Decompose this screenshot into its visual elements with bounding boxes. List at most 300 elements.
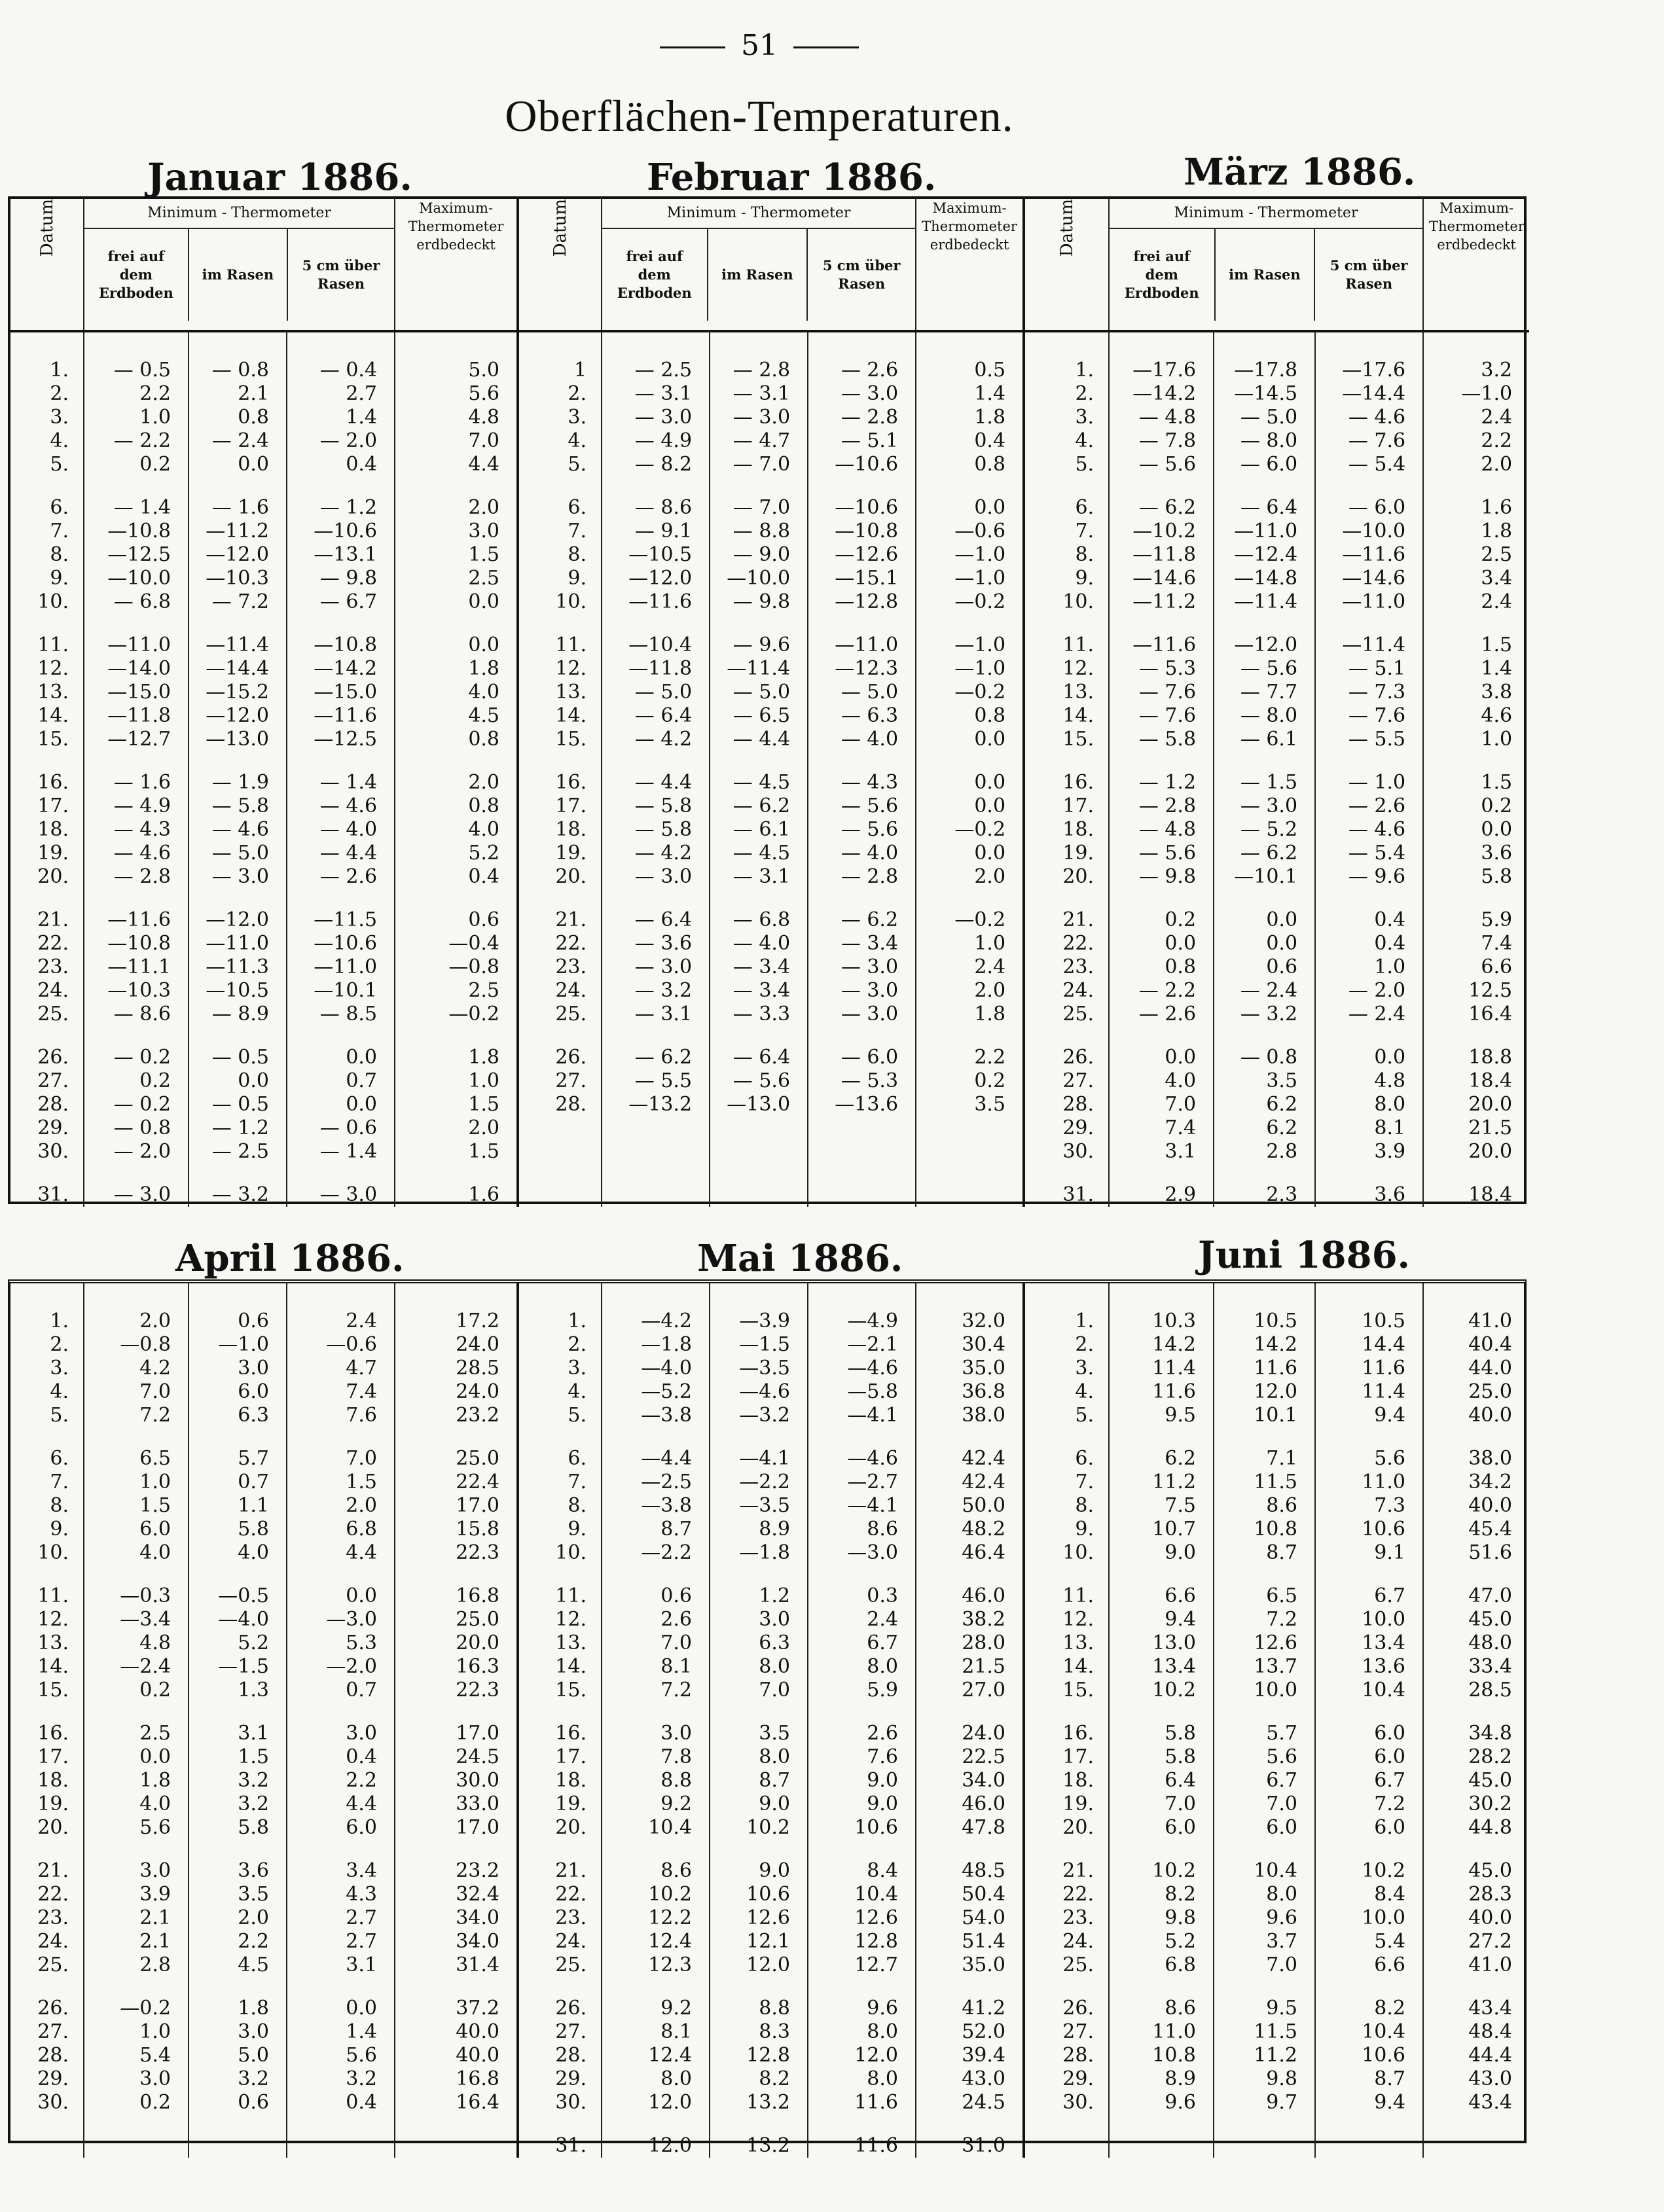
value-cell: 45.0 [1468,1859,1512,1882]
date-cell: 18. [37,818,69,841]
month-title-januar: Januar 1886. [147,156,412,199]
value-cell: —14.2 [314,657,378,680]
date-cell: 19. [555,842,587,865]
value-cell: 0.0 [1266,932,1298,955]
column-above [287,1283,395,2158]
value-cell: — 2.0 [113,1140,171,1163]
date-cell: 25. [555,1003,587,1026]
date-cell: 14. [555,1655,587,1678]
date-cell: 28. [1062,1093,1094,1116]
value-cell: 9.2 [660,1997,692,2020]
value-cell: 10.5 [1362,1310,1405,1332]
value-cell: 47.0 [1468,1584,1512,1607]
date-cell: 5. [1075,1404,1094,1427]
value-cell: —10.6 [835,453,899,476]
value-cell: —4.1 [739,1447,790,1470]
value-cell: 0.4 [1374,908,1406,931]
date-cell: 1. [1075,359,1094,382]
value-cell: 34.2 [1468,1471,1512,1493]
value-cell: —2.7 [847,1471,898,1493]
value-cell: —12.0 [628,567,693,590]
date-cell: 4. [568,429,587,452]
value-cell: — 2.6 [1138,1003,1197,1026]
date-cell: 15. [555,728,587,751]
date-cell: 4. [1075,1380,1094,1403]
value-cell: —1.0 [954,633,1006,656]
value-cell: 2.4 [974,955,1006,978]
value-cell: —12.0 [206,543,269,566]
column-max [1423,331,1529,1207]
value-cell: 8.0 [1266,1883,1297,1906]
value-cell: 0.0 [468,633,500,656]
header-datum-label: Datum [1057,199,1077,257]
date-cell: 3. [1075,1357,1094,1380]
value-cell: 8.0 [759,1655,790,1678]
date-cell: 4. [50,429,69,452]
value-cell: 13.4 [1152,1655,1196,1678]
value-cell: 42.4 [962,1471,1005,1493]
value-cell: 1.8 [974,1003,1006,1026]
value-cell: 2.0 [974,979,1006,1002]
value-cell: 8.9 [1165,2067,1196,2090]
value-cell: —10.1 [1234,865,1298,888]
date-cell: 11. [555,633,587,656]
value-cell: 1.4 [346,406,378,429]
value-cell: 6.0 [1266,1816,1297,1839]
value-cell: 23.2 [456,1404,499,1427]
value-cell: — 1.6 [113,771,171,794]
value-cell: 0.4 [346,2091,377,2114]
value-cell: — 1.4 [113,496,171,519]
value-cell: —10.6 [314,520,378,543]
value-cell: 3.6 [238,1859,269,1882]
date-cell: 27. [555,2020,587,2043]
value-cell: — 9.8 [1138,865,1197,888]
value-cell: — 4.8 [1138,818,1197,841]
value-cell: — 5.5 [634,1069,693,1092]
value-cell: — 1.2 [1138,771,1197,794]
column-grass [189,1283,287,2158]
value-cell: — 7.6 [1348,429,1406,452]
value-cell: —11.0 [1342,590,1406,613]
value-cell: 3.2 [1481,359,1513,382]
value-cell: 9.0 [867,1769,898,1792]
value-cell: 0.4 [468,865,500,888]
value-cell: 1.5 [468,1140,500,1163]
value-cell: — 3.4 [841,932,899,955]
date-cell: 2. [50,1333,69,1356]
value-cell: 7.0 [1165,1793,1196,1815]
value-cell: —11.2 [1132,590,1197,613]
date-cell: 21. [555,1859,587,1882]
value-cell: — 1.2 [319,496,378,519]
value-cell: 2.0 [238,1906,269,1929]
date-cell: 16. [37,771,69,794]
value-cell: 0.2 [974,1069,1006,1092]
value-cell: 45.4 [1468,1518,1512,1541]
column-max [395,331,518,1207]
value-cell: 1.5 [1481,633,1513,656]
value-cell: 8.7 [1374,2067,1405,2090]
date-cell: 23. [555,955,587,978]
column-dates [10,331,84,1207]
value-cell: —10.0 [727,567,791,590]
value-cell: 5.9 [1481,908,1513,931]
value-cell: 36.8 [962,1380,1005,1403]
value-cell: 7.2 [1374,1793,1405,1815]
value-cell: —0.2 [448,1003,500,1026]
value-cell: —11.3 [206,955,269,978]
value-cell: 4.5 [238,1953,269,1976]
value-cell: — 5.4 [1348,453,1406,476]
date-cell: 16. [555,771,587,794]
value-cell: 13.6 [1362,1655,1405,1678]
date-cell: 14. [37,1655,69,1678]
value-cell: —3.5 [739,1357,790,1380]
date-cell: 20. [555,1816,587,1839]
date-cell: 16. [1062,1722,1094,1745]
value-cell: —11.6 [314,704,378,727]
value-cell: — 6.2 [634,1046,693,1069]
value-cell: 0.0 [974,496,1006,519]
value-cell: 0.8 [974,453,1006,476]
date-cell: 22. [1062,932,1094,955]
date-cell: 11. [37,633,69,656]
value-cell: 1.5 [468,1093,500,1116]
value-cell: —0.2 [954,681,1006,704]
value-cell: 0.4 [346,1745,377,1768]
value-cell: 5.7 [238,1447,269,1470]
value-cell: —11.6 [628,590,693,613]
value-cell: —11.0 [107,633,171,656]
value-cell: 7.0 [1266,1953,1297,1976]
value-cell: 40.0 [456,2020,499,2043]
value-cell: 21.5 [962,1655,1005,1678]
value-cell: 7.3 [1374,1494,1405,1517]
date-cell: 13. [1062,681,1094,704]
value-cell: 1.0 [139,2020,171,2043]
date-cell: 2. [50,382,69,405]
column-dates [10,1283,84,2158]
value-cell: 8.7 [660,1518,692,1541]
value-cell: 12.2 [648,1906,692,1929]
header-minimum-group [1109,199,1423,331]
value-cell: —10.5 [206,979,269,1002]
value-cell: —1.5 [739,1333,790,1356]
value-cell: 25.0 [456,1608,499,1631]
value-cell: 7.6 [346,1404,377,1427]
value-cell: 6.7 [867,1632,898,1654]
value-cell: — 6.4 [634,704,693,727]
value-cell: — 4.9 [634,429,693,452]
value-cell: 10.4 [1362,1679,1405,1702]
value-cell: —1.0 [218,1333,269,1356]
value-cell: —1.8 [641,1333,692,1356]
value-cell: 27.2 [1468,1930,1512,1953]
value-cell: —11.0 [1234,520,1298,543]
value-cell: 0.8 [238,406,269,429]
value-cell: 6.2 [1165,1447,1196,1470]
value-cell: —13.0 [727,1093,791,1116]
value-cell: —10.4 [628,633,693,656]
value-cell: — 4.4 [634,771,693,794]
value-cell: 11.0 [1362,1471,1405,1493]
value-cell: 10.0 [1362,1906,1405,1929]
value-cell: 45.0 [1468,1608,1512,1631]
date-cell: 19. [1062,1793,1094,1815]
value-cell: 0.0 [1481,818,1513,841]
value-cell: — 5.0 [841,681,899,704]
value-cell: 2.0 [1481,453,1513,476]
value-cell: 3.6 [1374,1183,1406,1206]
value-cell: 8.6 [1266,1494,1297,1517]
value-cell: 1.0 [468,1069,500,1092]
value-cell: — 6.4 [1240,496,1298,519]
date-cell: 9. [568,567,587,590]
value-cell: 3.2 [238,1769,269,1792]
value-cell: —12.8 [835,590,899,613]
value-cell: —11.4 [1234,590,1298,613]
value-cell: — 1.6 [211,496,269,519]
value-cell: — 4.6 [1348,818,1406,841]
value-cell: 2.7 [346,382,378,405]
column-max [395,1283,518,2158]
date-cell: 15. [1062,728,1094,751]
value-cell: — 5.6 [1138,453,1197,476]
value-cell: 10.8 [1152,2044,1196,2067]
value-cell: — 2.4 [211,429,269,452]
page-number: 51 [0,29,1519,62]
value-cell: 10.0 [1254,1679,1297,1702]
value-cell: — 3.2 [211,1183,269,1206]
date-cell: 28. [1062,2044,1094,2067]
value-cell: —3.5 [739,1494,790,1517]
value-cell: 3.0 [139,2067,171,2090]
value-cell: —11.6 [107,908,171,931]
column-above [1315,331,1423,1207]
date-cell: 17. [37,1745,69,1768]
value-cell: —4.4 [641,1447,692,1470]
date-cell: 14. [1062,704,1094,727]
value-cell: 9.6 [1266,1906,1297,1929]
date-cell: 22. [555,1883,587,1906]
value-cell: —11.4 [727,657,791,680]
column-above [287,331,395,1207]
value-cell: 0.8 [468,728,500,751]
value-cell: 44.0 [1468,1357,1512,1380]
date-cell: 9. [50,567,69,590]
value-cell: 3.9 [139,1883,171,1906]
value-cell: 3.5 [1266,1069,1298,1092]
date-cell: 23. [555,1906,587,1929]
value-cell: — 0.2 [113,1093,171,1116]
date-cell: 18. [37,1769,69,1792]
value-cell: 8.0 [660,2067,692,2090]
date-cell: 21. [37,908,69,931]
value-cell: 18.8 [1468,1046,1513,1069]
date-cell: 24. [37,1930,69,1953]
column-grass [710,1283,808,2158]
date-cell: 26. [555,1046,587,1069]
value-cell: 9.7 [1266,2091,1297,2114]
value-cell: 8.2 [1374,1997,1405,2020]
column-free [84,1283,189,2158]
value-cell: 6.6 [1374,1953,1405,1976]
value-cell: 3.0 [759,1608,790,1631]
value-cell: 17.2 [456,1310,499,1332]
value-cell: 8.2 [1165,1883,1196,1906]
date-cell: 23. [37,1906,69,1929]
value-cell: — 2.0 [319,429,378,452]
value-cell: 9.1 [1374,1541,1405,1564]
value-cell: 7.4 [1481,932,1513,955]
value-cell: 6.0 [1374,1722,1405,1745]
date-cell: 29. [1062,1116,1094,1139]
value-cell: —14.4 [1342,382,1406,405]
value-cell: 48.2 [962,1518,1005,1541]
column-free [84,331,189,1207]
column-free [602,1283,710,2158]
value-cell: — 4.5 [733,842,791,865]
value-cell: — 3.0 [634,406,693,429]
date-cell: 14. [37,704,69,727]
date-cell: 20. [1062,865,1094,888]
value-cell: —4.0 [641,1357,692,1380]
value-cell: 6.7 [1374,1584,1405,1607]
value-cell: 12.6 [1254,1632,1297,1654]
value-cell: 10.6 [1362,1518,1405,1541]
date-cell: 4. [50,1380,69,1403]
header-above: 5 cm über Rasen [287,229,394,321]
value-cell: 10.2 [1362,1859,1405,1882]
value-cell: 3.1 [1165,1140,1197,1163]
value-cell: 21.5 [1468,1116,1513,1139]
value-cell: 3.8 [1481,681,1513,704]
date-cell: 7. [1075,520,1094,543]
value-cell: 5.2 [1165,1930,1196,1953]
header-minimum-group [84,199,395,331]
value-cell: 3.1 [346,1953,377,1976]
column-max [1423,1283,1529,2158]
value-cell: 1.4 [974,382,1006,405]
value-cell: 25.0 [1468,1380,1512,1403]
value-cell: 40.0 [456,2044,499,2067]
value-cell: 52.0 [962,2020,1005,2043]
value-cell: 9.4 [1374,1404,1405,1427]
value-cell: 7.2 [660,1679,692,1702]
value-cell: — 6.4 [634,908,693,931]
value-cell: —10.0 [107,567,171,590]
value-cell: 3.0 [468,520,500,543]
value-cell: 8.7 [759,1769,790,1792]
date-cell: 8. [50,1494,69,1517]
header-free: frei auf dem Erdboden [617,248,692,301]
date-cell: 6. [568,496,587,519]
date-cell: 27. [1062,2020,1094,2043]
value-cell: — 5.1 [1348,657,1406,680]
column-max [916,331,1024,1207]
value-cell: —11.1 [107,955,171,978]
value-cell: — 6.8 [113,590,171,613]
value-cell: 16.4 [1468,1003,1513,1026]
value-cell: — 3.1 [733,382,791,405]
value-cell: 0.0 [346,1584,377,1607]
date-cell: 17. [1062,794,1094,817]
value-cell: 0.5 [974,359,1006,382]
value-cell: — 5.0 [733,681,791,704]
value-cell: 4.0 [468,818,500,841]
value-cell: 0.4 [346,453,378,476]
value-cell: 25.0 [456,1447,499,1470]
header-free: frei auf dem Erdboden [1124,248,1199,301]
value-cell: — 8.8 [733,520,791,543]
value-cell: 11.6 [1254,1357,1297,1380]
value-cell: 35.0 [962,1953,1005,1976]
value-cell: 6.0 [1374,1745,1405,1768]
value-cell: — 0.8 [113,1116,171,1139]
value-cell: 0.6 [468,908,500,931]
value-cell: 17.0 [456,1494,499,1517]
value-cell: 8.8 [660,1769,692,1792]
value-cell: 4.8 [1374,1069,1406,1092]
value-cell: 8.8 [759,1997,790,2020]
column-dates [1024,331,1109,1207]
value-cell: 10.6 [746,1883,790,1906]
value-cell: 5.8 [1481,865,1513,888]
value-cell: 2.0 [468,1116,500,1139]
value-cell: 1.8 [974,406,1006,429]
value-cell: — 2.8 [841,865,899,888]
date-cell: 3. [50,1357,69,1380]
date-cell: 8. [50,543,69,566]
value-cell: —2.0 [326,1655,377,1678]
value-cell: —5.8 [847,1380,898,1403]
header-datum-label: Datum [550,199,570,257]
value-cell: —2.2 [739,1471,790,1493]
value-cell: 10.4 [1362,2020,1405,2043]
value-cell: 0.2 [139,1679,171,1702]
value-cell: 12.4 [648,1930,692,1953]
date-cell: 15. [555,1679,587,1702]
value-cell: 4.4 [346,1541,377,1564]
value-cell: 6.8 [1165,1953,1196,1976]
value-cell: —11.6 [1342,543,1406,566]
value-cell: — 4.0 [733,932,791,955]
value-cell: 10.8 [1254,1518,1297,1541]
value-cell: 6.4 [1165,1769,1196,1792]
value-cell: 2.4 [346,1310,377,1332]
value-cell: 7.2 [1266,1608,1297,1631]
date-cell: 5. [50,453,69,476]
value-cell: — 3.2 [1240,1003,1298,1026]
value-cell: 30.2 [1468,1793,1512,1815]
value-cell: —15.2 [206,681,269,704]
value-cell: — 5.0 [1240,406,1298,429]
value-cell: 28.2 [1468,1745,1512,1768]
value-cell: 14.2 [1254,1333,1297,1356]
value-cell: —13.6 [835,1093,899,1116]
value-cell: — 0.2 [113,1046,171,1069]
value-cell: 7.0 [346,1447,377,1470]
value-cell: 3.2 [238,2067,269,2090]
date-cell: 10. [555,1541,587,1564]
value-cell: 5.6 [1266,1745,1297,1768]
value-cell: — 7.6 [1138,704,1197,727]
value-cell: 24.0 [456,1380,499,1403]
value-cell: — 6.0 [841,1046,899,1069]
value-cell: —0.4 [448,932,500,955]
value-cell: 22.3 [456,1541,499,1564]
